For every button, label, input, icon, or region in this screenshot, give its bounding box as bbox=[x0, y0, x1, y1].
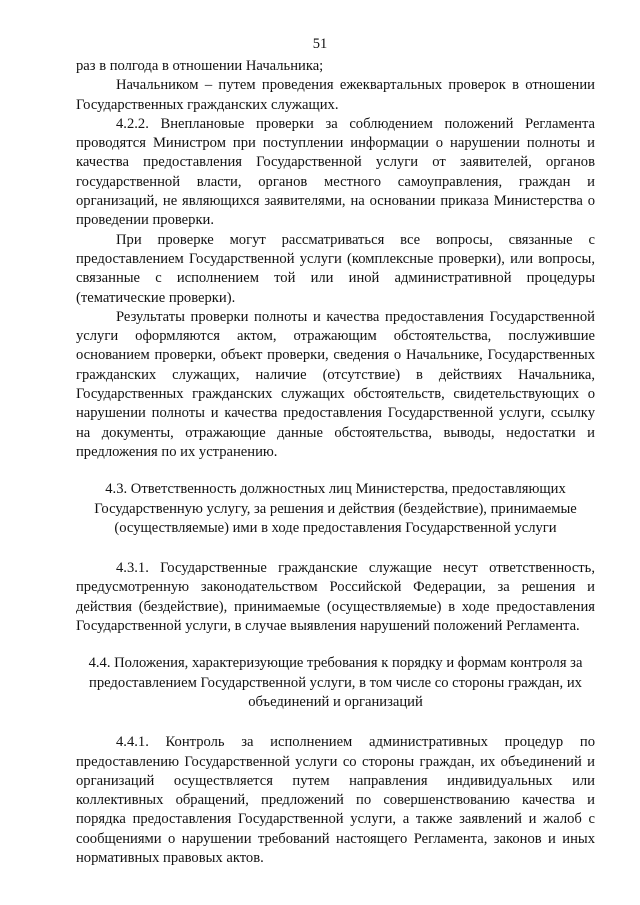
paragraph: 4.4.1. Контроль за исполнением административных процедур по предоставлению Государственной услуги со стороны граждан, их объединений и организаций осуществляется путем направления индивидуальных или коллективных обращений, предложений по совершенствованию качества и порядка предоставления Государственной услуги, а также заявлений и жалоб с сообщениями о нарушении требований настоящего Регламента, законов и иных нормативных правовых актов. bbox=[76, 734, 595, 866]
spacer bbox=[76, 636, 595, 654]
paragraph: 4.3.1. Государственные гражданские служащие несут ответственность, предусмотренную законодательством Российской Федерации, за решения и действия (бездействие), принимаемые (осуществляемые) в ходе предоставления Государственной услуги, в случае выявления нарушений положений Регламента. bbox=[76, 560, 595, 635]
section-heading: 4.3. Ответственность должностных лиц Министерства, предоставляющих Государственную услугу, за решения и действия (бездействие), принимаемые (осуществляемые) ими в ходе предоставления Государственной услуги bbox=[94, 481, 577, 536]
page-number: 51 bbox=[312, 36, 328, 52]
paragraph: 4.2.2. Внеплановые проверки за соблюдением положений Регламента проводятся Министром при поступлении информации о нарушении полноты и качества предоставления Государственной услуги от заявителей, органов государственной власти, органов местного самоуправления, граждан и организаций, не являющихся заявителями, на основании приказа Министерства о проведении проверки. bbox=[76, 115, 595, 229]
paragraph: Начальником – путем проведения ежеквартальных проверок в отношении Государственных гражданских служащих. bbox=[76, 77, 595, 113]
paragraph: При проверке могут рассматриваться все вопросы, связанные с предоставлением Государственной услуги (комплексные проверки), или вопросы, связанные с исполнением той или иной административной процедуры (тематические проверки). bbox=[76, 231, 595, 306]
spacer bbox=[76, 538, 595, 559]
section-heading: 4.4. Положения, характеризующие требования к порядку и формам контроля за предоставлением Государственной услуги, в том числе со стороны граждан, их объединений и организаций bbox=[88, 655, 583, 710]
page-body bbox=[76, 57, 595, 868]
spacer bbox=[76, 712, 595, 733]
paragraph: раз в полгода в отношении Начальника; bbox=[76, 58, 324, 74]
paragraph: Результаты проверки полноты и качества предоставления Государственной услуги оформляются актом, отражающим обстоятельства, послужившие основанием проверки, объект проверки, сведения о Начальнике, Государственных гражданских служащих, наличие (отсутствие) в действиях Начальника, Государственных гражданских служащих обстоятельств, свидетельствующих о нарушении полноты и качества предоставления Государственной услуги, ссылку на документы, отражающие данные обстоятельства, выводы, недостатки и предложения по их устранению. bbox=[76, 308, 595, 460]
spacer bbox=[76, 462, 595, 480]
